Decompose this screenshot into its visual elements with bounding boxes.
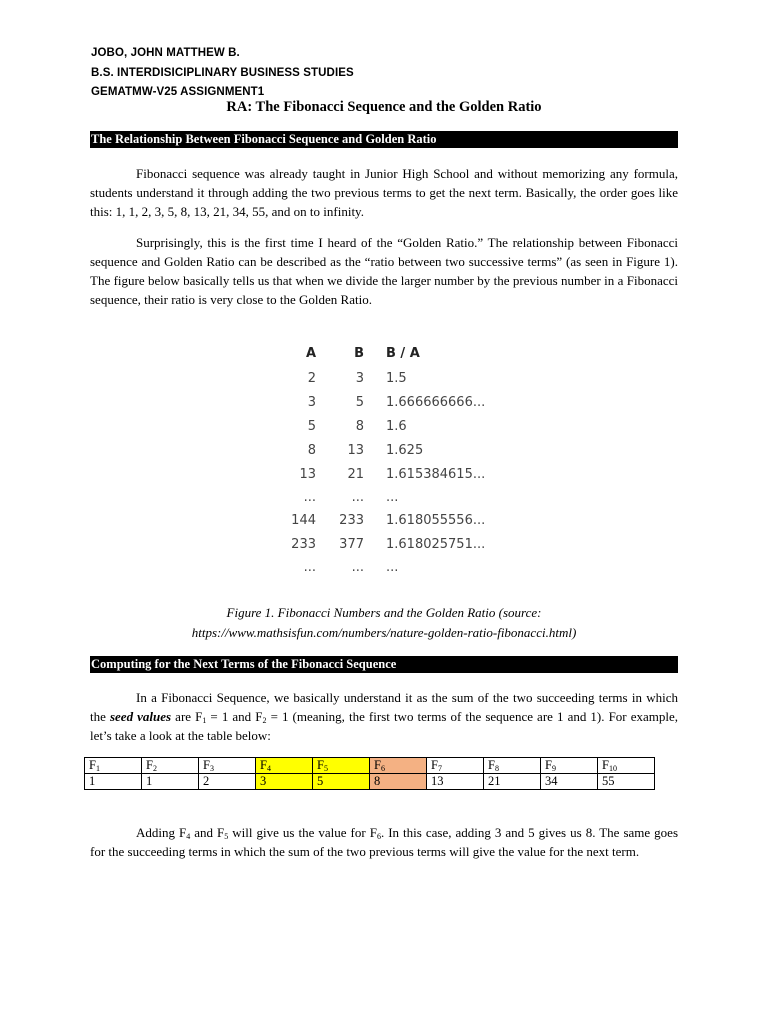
figure-cell-ratio: 1.625 <box>386 443 424 458</box>
table-header-cell-highlight: $F_4$ <box>256 758 313 774</box>
figure-cell-a: 5 <box>307 419 316 434</box>
figure-row <box>286 490 526 514</box>
table-value-cell-result: 8 <box>370 774 427 790</box>
figure-row <box>286 443 526 467</box>
figure-cell-b: 377 <box>339 537 364 552</box>
figure-caption: Figure 1. Fibonacci Numbers and the Golden Ratio (source: <box>226 605 542 620</box>
figure-source-url: https://www.mathsisfun.com/numbers/nature-golden-ratio-fibonacci.html) <box>191 625 577 640</box>
table-value-cell: 21 <box>484 774 541 790</box>
figure-cell-a: 13 <box>299 467 316 482</box>
paragraph-adding-terms <box>90 823 678 861</box>
table-header-cell: $F_9$ <box>541 758 598 774</box>
table-header-cell-result: $F_6$ <box>370 758 427 774</box>
paragraph-fibonacci-intro: Fibonacci sequence was already taught in Junior High School and without memorizing any formula, students understand it through adding the two previous terms to get the next term. Basically, the order goes like this: 1, 1, 2, 3, 5, 8, 13, 21, 34, 55, and on to infinity. <box>90 166 678 219</box>
figure-row <box>286 419 526 443</box>
figure-cell-ratio: 1.618055556... <box>386 513 486 528</box>
figure-cell-b: 21 <box>347 467 364 482</box>
section1-body <box>90 164 678 309</box>
table-value-cell: 55 <box>598 774 655 790</box>
figure-cell-b: ... <box>351 490 364 505</box>
section-heading-relationship: The Relationship Between Fibonacci Sequence and Golden Ratio <box>90 131 678 148</box>
table-row-labels <box>85 758 655 774</box>
table-header-cell-highlight: $F_5$ <box>313 758 370 774</box>
figure-row <box>286 560 526 584</box>
subscript: 4 <box>186 832 191 841</box>
figure-row <box>286 513 526 537</box>
figure-cell-a: ... <box>303 490 316 505</box>
table-value-cell-highlight: 3 <box>256 774 313 790</box>
table-header-cell: $F_7$ <box>427 758 484 774</box>
table-value-cell: 1 <box>142 774 199 790</box>
figure-cell-ratio: 1.6 <box>386 419 407 434</box>
fibonacci-terms-table <box>84 757 655 790</box>
text-run: In a Fibonacci Sequence, we basically understand it as the sum of the two succeeding terms in which the <box>90 690 678 724</box>
figure-cell-a: 8 <box>307 443 316 458</box>
table-row-values <box>85 774 655 790</box>
course-assignment: GEMATMW-V25 ASSIGNMENT1 <box>91 86 265 98</box>
figure-fibonacci-ratio-table <box>286 344 526 584</box>
figure-cell-a: ... <box>303 560 316 575</box>
subscript: 1 <box>202 716 207 725</box>
figure-row <box>286 371 526 395</box>
paragraph-golden-ratio: Surprisingly, this is the first time I heard of the “Golden Ratio.” The relationship between Fibonacci sequence and Golden Ratio can be described as the “ratio between two successive terms” (as seen in Figure 1). The figure below basically tells us that when we divide the larger number by the previous number in a Fibonacci sequence, their ratio is very close to the Golden Ratio. <box>90 235 678 307</box>
figure-cell-ratio: 1.5 <box>386 371 407 386</box>
document-title: RA: The Fibonacci Sequence and the Golden Ratio <box>226 99 542 115</box>
table-value-cell-highlight: 5 <box>313 774 370 790</box>
figure-cell-b: 233 <box>339 513 364 528</box>
table-header-cell: $F_2$ <box>142 758 199 774</box>
figure-header-a: A <box>305 346 316 361</box>
table-header-cell: $F_1$ <box>85 758 142 774</box>
text-run: = 1 (meaning, the first two terms of the sequence are 1 and 1). For example, let’s take a look at the table below: <box>90 709 678 743</box>
table-value-cell: 1 <box>85 774 142 790</box>
subscript: 2 <box>262 716 267 725</box>
figure-cell-ratio: ... <box>386 490 399 505</box>
text-run: are F <box>171 709 203 724</box>
figure-cell-b: 3 <box>355 371 364 386</box>
subscript: 6 <box>376 832 381 841</box>
paragraph-seed-values <box>90 688 678 745</box>
figure-cell-b: 8 <box>355 419 364 434</box>
closing-body <box>90 823 678 861</box>
text-run: Adding F <box>136 825 187 840</box>
degree-program: B.S. INTERDISICIPLINARY BUSINESS STUDIES <box>91 67 354 79</box>
figure-row <box>286 537 526 561</box>
figure-row <box>286 467 526 491</box>
text-run: will give us the value for F <box>228 825 377 840</box>
figure-cell-ratio: 1.666666666... <box>386 395 486 410</box>
figure-cell-a: 3 <box>307 395 316 410</box>
table-header-cell: $F_3$ <box>199 758 256 774</box>
figure-cell-b: ... <box>351 560 364 575</box>
figure-cell-ratio: 1.618025751... <box>386 537 486 552</box>
figure-header-ratio: B / A <box>386 346 420 361</box>
text-run: . In this case, adding 3 and 5 gives us 8. The same goes for the succeeding terms in which the sum of the two previous terms will give the value for the next term. <box>90 825 679 859</box>
seed-values-term: seed values <box>109 709 172 724</box>
figure-cell-a: 2 <box>307 371 316 386</box>
figure-header-row <box>286 346 526 370</box>
text-run: and F <box>190 825 225 840</box>
section-heading-next-terms: Computing for the Next Terms of the Fibonacci Sequence <box>90 656 678 673</box>
figure-cell-b: 5 <box>355 395 364 410</box>
table-value-cell: 13 <box>427 774 484 790</box>
figure-cell-ratio: 1.615384615... <box>386 467 486 482</box>
table-value-cell: 2 <box>199 774 256 790</box>
figure-cell-a: 144 <box>291 513 316 528</box>
text-run: = 1 and F <box>206 709 263 724</box>
figure-cell-a: 233 <box>291 537 316 552</box>
table-header-cell: $F_8$ <box>484 758 541 774</box>
table-value-cell: 34 <box>541 774 598 790</box>
section2-body <box>90 688 678 745</box>
subscript: 5 <box>224 832 229 841</box>
table-header-cell: $F_{10}$ <box>598 758 655 774</box>
figure-cell-ratio: ... <box>386 560 399 575</box>
figure-header-b: B <box>354 346 364 361</box>
figure-cell-b: 13 <box>347 443 364 458</box>
figure-row <box>286 395 526 419</box>
author-name: JOBO, JOHN MATTHEW B. <box>91 47 240 59</box>
